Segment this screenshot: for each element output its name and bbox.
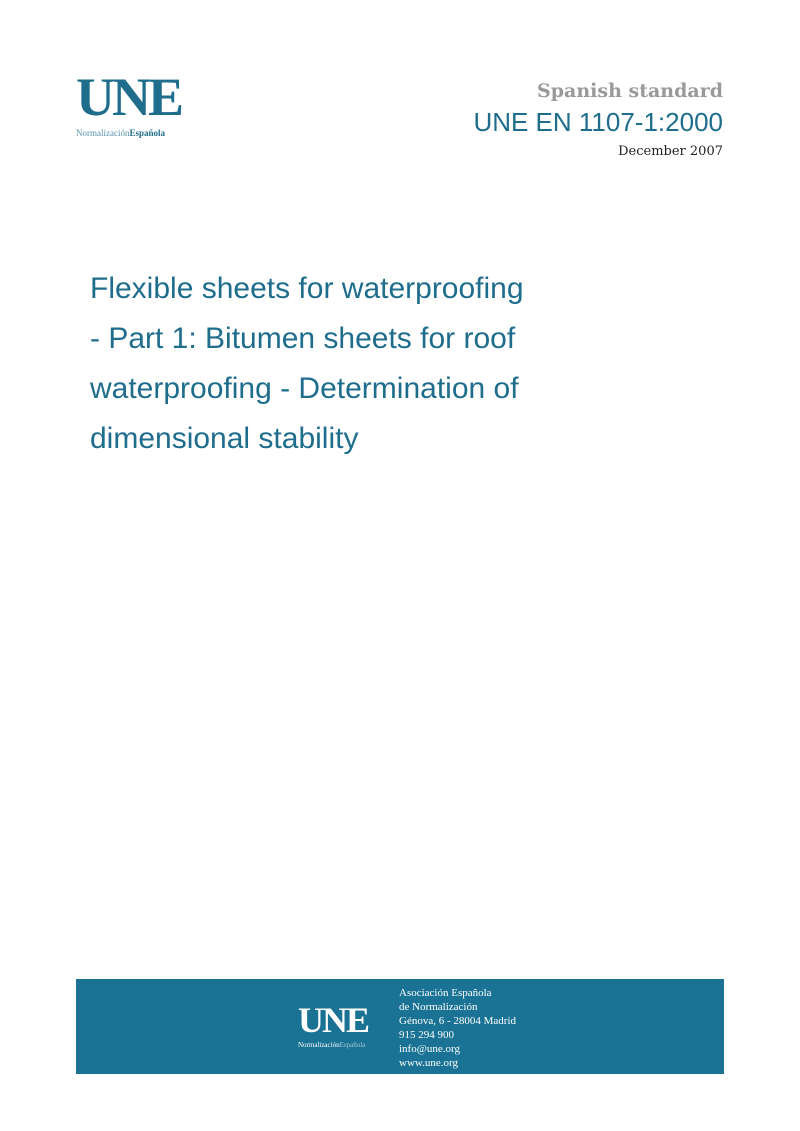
footer-logo-sub1: Normalización xyxy=(298,1041,340,1049)
title-line: dimensional stability xyxy=(90,422,359,455)
document-header xyxy=(473,78,723,162)
footer-band xyxy=(76,979,724,1074)
address-line: Génova, 6 - 28004 Madrid xyxy=(399,1015,517,1027)
email-address: info@une.org xyxy=(399,1043,460,1055)
footer-address xyxy=(399,986,516,1070)
address-line: de Normalización xyxy=(399,1001,478,1013)
publication-date: December 2007 xyxy=(618,144,723,159)
une-logo-subtitle-part1: Normalización xyxy=(76,128,130,138)
website-url: www.une.org xyxy=(399,1057,458,1069)
address-line: Asociación Española xyxy=(399,987,492,999)
une-logo-subtitle-part2: Española xyxy=(129,128,166,138)
une-logo xyxy=(76,67,196,138)
title-line: - Part 1: Bitumen sheets for roof xyxy=(90,322,516,355)
title-line: waterproofing - Determination of xyxy=(90,372,519,405)
title-line: Flexible sheets for waterproofing xyxy=(90,272,524,305)
une-logo-subtitle xyxy=(76,128,196,138)
document-title xyxy=(90,264,570,464)
phone-number: 915 294 900 xyxy=(399,1029,454,1041)
footer-logo xyxy=(298,1000,369,1049)
une-logo-wordmark: UNE xyxy=(76,67,182,127)
footer-logo-wordmark: UNE xyxy=(298,1000,369,1040)
footer-logo-subtitle xyxy=(298,1041,368,1049)
standard-code: UNE EN 1107-1:2000 xyxy=(473,107,723,137)
document-type: Spanish standard xyxy=(537,80,723,102)
footer-logo-sub2: Española xyxy=(339,1041,366,1049)
